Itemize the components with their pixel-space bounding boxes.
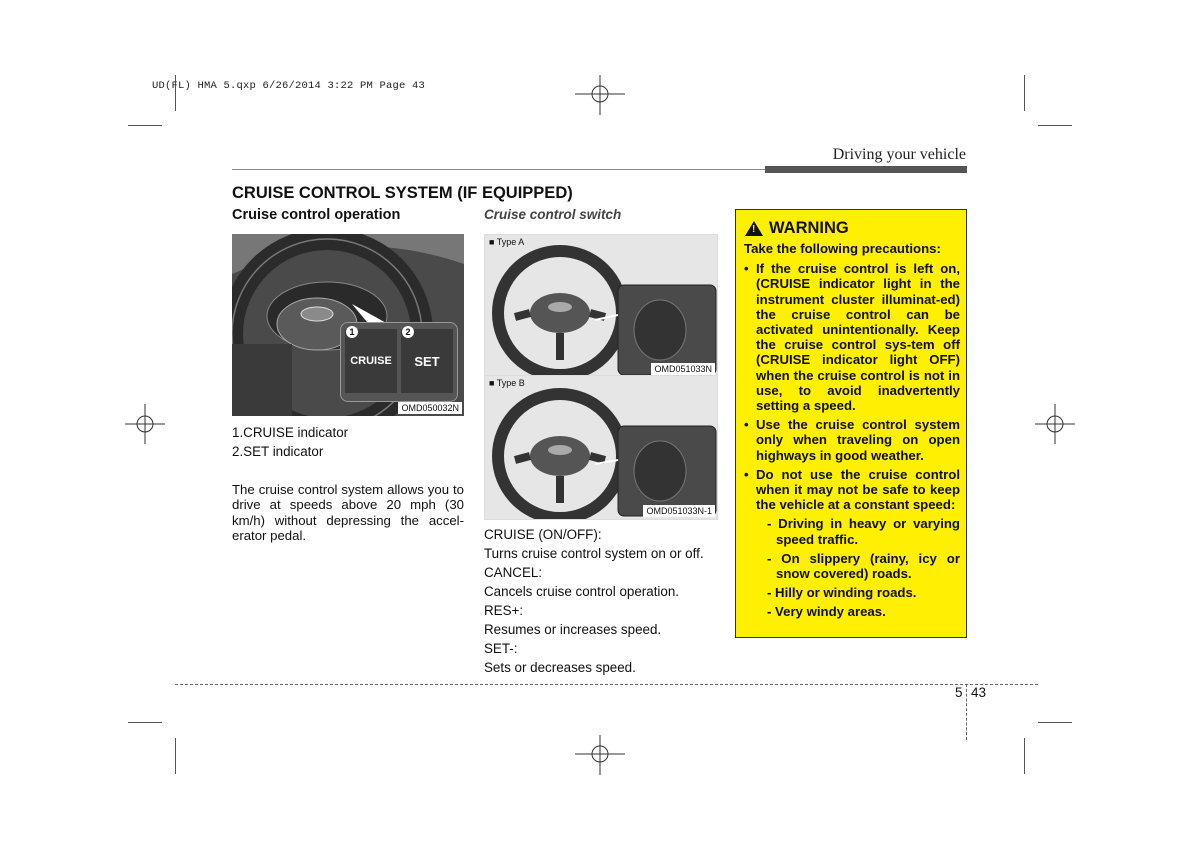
indicator-list xyxy=(232,423,348,461)
type-b-label: ■ Type B xyxy=(489,378,525,388)
cruise-switch-heading: Cruise control switch xyxy=(484,207,622,222)
type-a-caption: OMD051033N xyxy=(651,363,715,375)
set-indicator-button: SET xyxy=(401,329,453,393)
list-item: Resumes or increases speed. xyxy=(484,622,662,637)
registration-mark-icon xyxy=(125,404,165,444)
type-a-photo xyxy=(484,234,718,378)
running-head: Driving your vehicle xyxy=(832,146,966,163)
footer-divider xyxy=(175,684,1038,685)
warning-triangle-icon: ! xyxy=(745,221,763,236)
registration-mark-icon xyxy=(575,735,625,775)
photo-caption: OMD050032N xyxy=(398,402,462,414)
crop-mark xyxy=(1038,125,1072,126)
list-item: SET-: xyxy=(484,641,518,656)
registration-mark-icon xyxy=(1035,404,1075,444)
list-item: 2.SET indicator xyxy=(232,444,324,459)
list-item: Cancels cruise control operation. xyxy=(484,584,680,599)
warning-bullet-text: Do not use the cruise control when it may not be safe to keep the vehicle at a constant speed: xyxy=(756,466,960,513)
instrument-cluster-photo xyxy=(232,234,464,416)
cruise-indicator-button: CRUISE xyxy=(345,329,397,393)
intro-paragraph: The cruise control system allows you to drive at speeds above 20 mph (30 km/h) without depressing the accel-erator pedal. xyxy=(232,482,464,543)
callout-badge-2: 2 xyxy=(402,326,414,338)
warning-intro: Take the following precautions: xyxy=(744,241,941,256)
page-number-divider xyxy=(966,684,967,740)
list-item: Turns cruise control system on or off. xyxy=(484,546,704,561)
crop-mark xyxy=(175,738,176,774)
list-item: RES+: xyxy=(484,603,524,618)
chapter-number: 5 xyxy=(955,685,963,700)
warning-subitem: - On slippery (rainy, icy or snow covered) roads. xyxy=(767,550,960,582)
type-b-caption: OMD051033N-1 xyxy=(643,505,715,517)
warning-body xyxy=(744,241,960,624)
crop-mark xyxy=(1024,738,1025,774)
steering-wheel-type-b-illustration xyxy=(485,376,717,519)
warning-list xyxy=(744,261,960,512)
warning-box xyxy=(735,209,967,638)
callout-badge-1: 1 xyxy=(346,326,358,338)
warning-subitem: - Driving in heavy or varying speed traffic. xyxy=(767,516,960,547)
print-slug: UD(FL) HMA 5.qxp 6/26/2014 3:22 PM Page 43 xyxy=(152,80,426,92)
list-item: 1.CRUISE indicator xyxy=(232,425,349,440)
section-title: CRUISE CONTROL SYSTEM (IF EQUIPPED) xyxy=(232,184,573,202)
steering-wheel-type-a-illustration xyxy=(485,235,717,377)
type-b-photo xyxy=(484,375,718,520)
switch-functions-list xyxy=(484,525,704,677)
warning-title: WARNING xyxy=(769,219,849,237)
running-head-rule xyxy=(232,169,767,170)
cruise-indicator-callout xyxy=(340,322,458,402)
warning-header xyxy=(745,219,849,238)
warning-subitem: - Hilly or winding roads. xyxy=(767,585,917,601)
list-item: CRUISE (ON/OFF): xyxy=(484,527,602,542)
cruise-operation-heading: Cruise control operation xyxy=(232,207,401,223)
page-number: 43 xyxy=(971,685,987,700)
list-item: • Use the cruise control system only when traveling on open highways in good weather. xyxy=(744,417,960,463)
list-item: • Do not use the cruise control when it may not be safe to keep the vehicle at a constant speed: xyxy=(744,466,960,513)
warning-bullet-text: Use the cruise control system only when traveling on open highways in good weather. xyxy=(756,417,960,463)
warning-subitem: - Very windy areas. xyxy=(767,604,886,620)
crop-mark xyxy=(128,722,162,723)
list-item: Sets or decreases speed. xyxy=(484,660,636,675)
list-item: CANCEL: xyxy=(484,565,543,580)
crop-mark xyxy=(128,125,162,126)
list-item: • If the cruise control is left on, (CRUISE indicator light in the instrument cluster illuminat-ed) the cruise control can be activated unintentionally. Keep the cruise control sys-tem off (CRUISE indicator light OFF) when the cruise control is not in use, to avoid inadvertently setting a speed. xyxy=(744,261,960,414)
type-a-label: ■ Type A xyxy=(489,237,525,247)
registration-mark-icon xyxy=(575,75,625,115)
crop-mark xyxy=(1038,722,1072,723)
running-head-bar xyxy=(765,166,967,173)
warning-bullet-text: If the cruise control is left on, (CRUISE indicator light in the instrument cluster illuminat-ed) the cruise control can be activated unintentionally. Keep the cruise control sys-tem off (CRUISE indicator light OFF) when the cruise control is not in use, to avoid inadvertently setting a speed. xyxy=(756,261,960,414)
crop-mark xyxy=(1024,75,1025,111)
